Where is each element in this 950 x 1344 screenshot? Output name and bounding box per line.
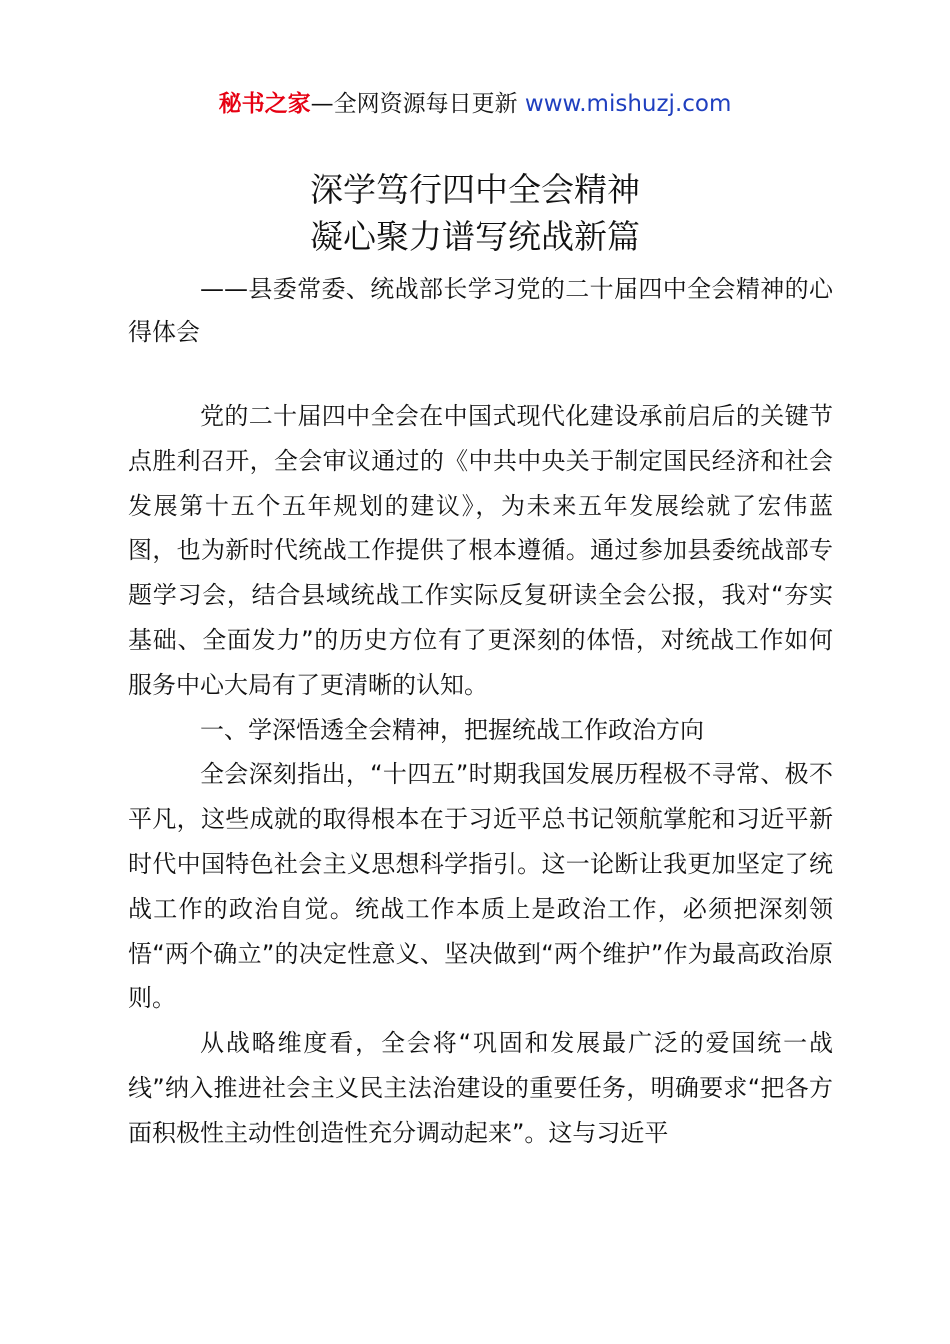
body-paragraph: 从战略维度看，全会将“巩固和发展最广泛的爱国统一战线”纳入推进社会主义民主法治建设的重要任务，明确要求“把各方面积极性主动性创造性充分调动起来”。这与习近平 xyxy=(128,1029,833,1147)
document-subtitle: ——县委常委、统战部长学习党的二十届四中全会精神的心得体会 xyxy=(128,275,833,346)
document-body xyxy=(128,394,833,1156)
section-heading: 一、学深悟透全会精神，把握统战工作政治方向 xyxy=(200,715,704,744)
site-url-link[interactable]: www.mishuzj.com xyxy=(524,91,732,117)
site-brand[interactable]: 秘书之家 xyxy=(218,91,311,117)
document-title-line-1: 深学笃行四中全会精神 xyxy=(310,170,640,209)
document-title-line-2: 凝心聚力谱写统战新篇 xyxy=(310,217,640,256)
body-paragraph: 全会深刻指出，“十四五”时期我国发展历程极不寻常、极不平凡，这些成就的取得根本在于习近平总书记领航掌舵和习近平新时代中国特色社会主义思想科学指引。这一论断让我更加坚定了统战工作的政治自觉。统战工作本质上是政治工作，必须把深刻领悟“两个确立”的决定性意义、坚决做到“两个维护”作为最高政治原则。 xyxy=(128,760,833,1013)
body-paragraph: 党的二十届四中全会在中国式现代化建设承前启后的关键节点胜利召开，全会审议通过的《中共中央关于制定国民经济和社会发展第十五个五年规划的建议》，为未来五年发展绘就了宏伟蓝图，也为新时代统战工作提供了根本遵循。通过参加县委统战部专题学习会，结合县域统战工作实际反复研读全会公报，我对“夯实基础、全面发力”的历史方位有了更深刻的体悟，对统战工作如何服务中心大局有了更清晰的认知。 xyxy=(128,402,833,699)
site-tagline: —全网资源每日更新 xyxy=(310,91,525,117)
site-header xyxy=(0,88,950,120)
